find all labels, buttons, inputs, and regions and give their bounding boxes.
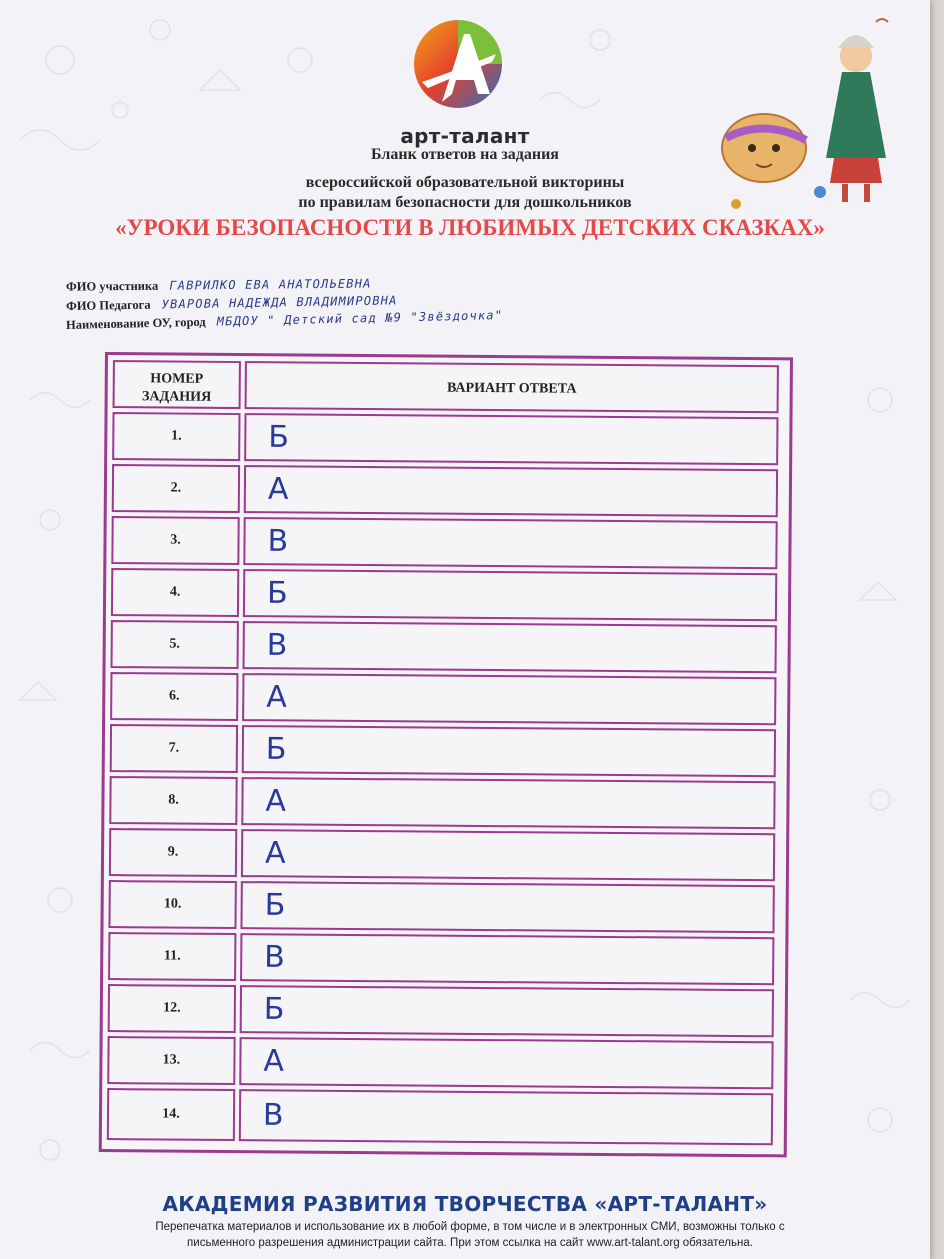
- quiz-title: «УРОКИ БЕЗОПАСНОСТИ В ЛЮБИМЫХ ДЕТСКИХ СКАЗКАХ»: [115, 215, 825, 240]
- header-task-number-cell: [113, 360, 241, 409]
- table-row: [112, 412, 778, 465]
- task-number-cell: [110, 724, 238, 773]
- task-number-cell: [111, 568, 239, 617]
- school-name-value: МБДОУ " Детский сад №9 "Звёздочка": [216, 308, 504, 329]
- answer-cell: [239, 1089, 773, 1145]
- table-row: [109, 828, 775, 881]
- participant-name-value: ГАВРИЛКО ЕВА АНАТОЛЬЕВНА: [169, 276, 372, 293]
- participant-fields: [65, 276, 766, 332]
- task-number: 2.: [170, 480, 182, 496]
- task-number-cell: [109, 776, 237, 825]
- answer-value: Б: [263, 991, 285, 1027]
- answer-value: А: [264, 835, 286, 871]
- table-row: [108, 932, 774, 985]
- footer-title: АКАДЕМИЯ РАЗВИТИЯ ТВОРЧЕСТВА «АРТ-ТАЛАНТ»: [162, 1192, 768, 1216]
- task-number: 8.: [168, 792, 179, 808]
- art-talant-logo-icon: [412, 14, 504, 114]
- table-row: [110, 724, 776, 777]
- task-number-cell: [112, 464, 240, 513]
- table-row: [110, 672, 776, 725]
- task-number: 10.: [163, 896, 182, 912]
- answer-value: А: [265, 783, 287, 819]
- answer-cell: [241, 829, 775, 881]
- task-number-cell: [108, 984, 236, 1033]
- table-header-row: [113, 360, 779, 413]
- answer-cell: [242, 673, 776, 725]
- task-number: 3.: [170, 532, 181, 548]
- task-number: 7.: [168, 740, 180, 756]
- answer-value: В: [262, 1097, 284, 1133]
- header-answer: ВАРИАНТ ОТВЕТА: [446, 380, 577, 397]
- answer-cell: [242, 725, 776, 777]
- teacher-name-value: УВАРОВА НАДЕЖДА ВЛАДИМИРОВНА: [161, 293, 398, 312]
- table-row: [111, 568, 777, 621]
- answer-value: В: [264, 939, 285, 975]
- answer-value: А: [267, 471, 289, 507]
- answer-cell: [244, 413, 778, 465]
- task-number-cell: [112, 412, 240, 461]
- answer-value: Б: [266, 575, 288, 611]
- answer-cell: [240, 881, 774, 933]
- header-task-number-line1: НОМЕР: [150, 371, 204, 387]
- answer-value: Б: [268, 419, 290, 455]
- task-number-cell: [110, 672, 238, 721]
- table-row: [112, 464, 778, 517]
- task-number: 5.: [169, 636, 181, 652]
- participant-name-label: ФИО участника: [65, 278, 159, 294]
- brand-name: арт-талант: [400, 124, 530, 148]
- answer-table: [99, 352, 805, 1167]
- task-number-cell: [107, 1036, 235, 1085]
- answer-cell: [240, 933, 774, 985]
- school-name-label: Наименование ОУ, город: [65, 314, 206, 332]
- footer-copyright-line1: Перепечатка материалов и использование их в любой форме, в том числе и в электронных СМИ, возможны только с: [155, 1221, 785, 1233]
- task-number: 1.: [171, 428, 182, 444]
- header-task-number: [115, 370, 239, 407]
- answer-value: А: [263, 1043, 285, 1079]
- teacher-name-label: ФИО Педагога: [65, 297, 151, 314]
- table-row: [111, 620, 777, 673]
- task-number: 4.: [169, 584, 181, 600]
- table-row: [109, 776, 775, 829]
- task-number-cell: [111, 620, 239, 669]
- answer-value: Б: [265, 731, 287, 767]
- task-number: 14.: [162, 1106, 180, 1122]
- footer-copyright-line2: письменного разрешения администрации сайта. При этом ссылка на сайт www.art-talant.org обязательна.: [187, 1237, 753, 1249]
- answer-cell: [243, 517, 777, 569]
- task-number: 12.: [163, 1000, 181, 1016]
- answer-cell: [243, 569, 777, 621]
- table-row: [108, 880, 774, 933]
- task-number: 13.: [162, 1052, 181, 1068]
- answer-cell: [241, 777, 775, 829]
- answer-cell: [243, 621, 777, 673]
- task-number-cell: [107, 1088, 235, 1141]
- task-number-cell: [108, 932, 236, 981]
- answer-cell: [239, 1037, 773, 1089]
- table-row: [108, 984, 774, 1037]
- header-task-number-line2: ЗАДАНИЯ: [142, 389, 212, 405]
- header-answer-cell: [245, 361, 779, 413]
- task-number: 9.: [167, 844, 179, 860]
- sheet-heading: Бланк ответов на задания: [371, 146, 559, 163]
- table-row: [107, 1036, 773, 1089]
- task-number-cell: [108, 880, 236, 929]
- task-number-cell: [109, 828, 237, 877]
- answer-value: Б: [264, 887, 286, 923]
- answer-value: А: [266, 679, 287, 715]
- answer-value: В: [266, 627, 288, 663]
- quiz-description-line2: по правилам безопасности для дошкольников: [298, 194, 632, 211]
- task-number-cell: [111, 516, 239, 565]
- table-row: [107, 1088, 773, 1145]
- task-number: 6.: [168, 688, 180, 704]
- quiz-description-line1: всероссийской образовательной викторины: [305, 174, 625, 191]
- task-number: 11.: [163, 948, 181, 964]
- answer-cell: [244, 465, 778, 517]
- answer-value: В: [267, 523, 289, 559]
- fairy-tale-illustration: [716, 8, 902, 218]
- table-row: [111, 516, 777, 569]
- answer-cell: [240, 985, 774, 1037]
